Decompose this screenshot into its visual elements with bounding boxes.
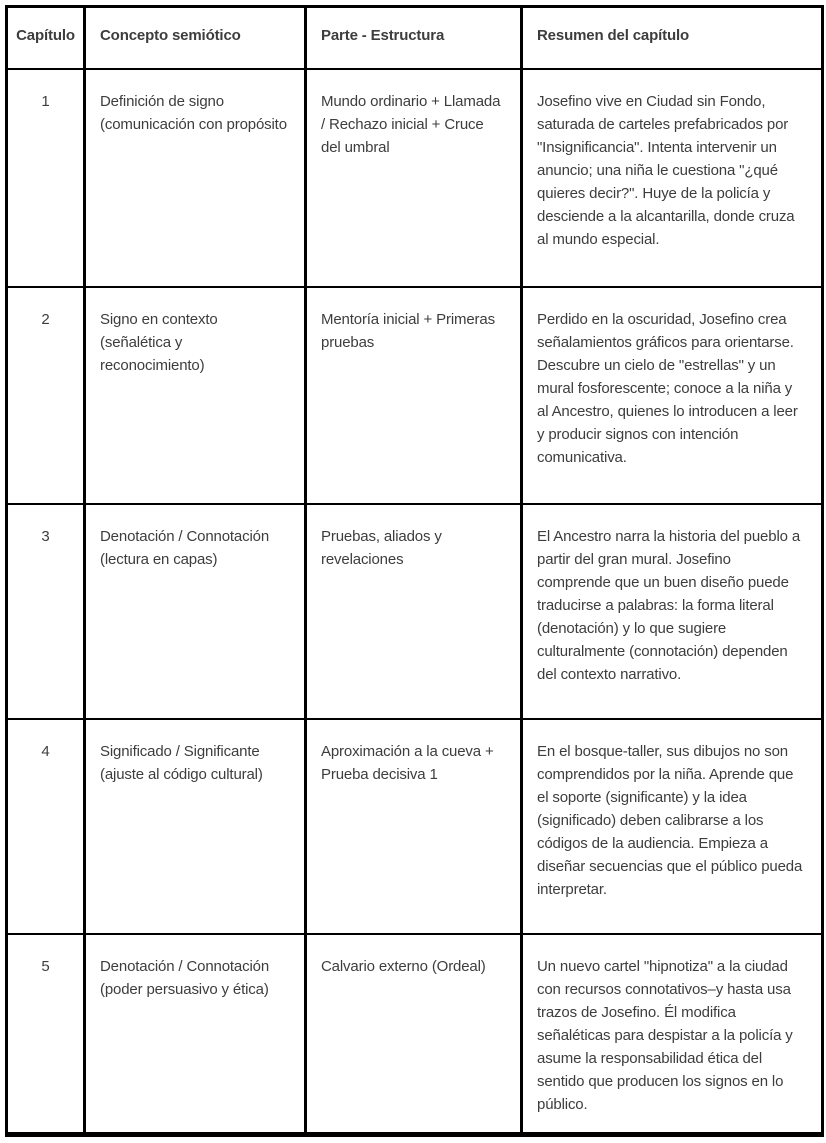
cell-resumen: En el bosque-taller, sus dibujos no son comprendidos por la niña. Aprende que el soporte (significante) y la idea (significado) deben calibrarse a los códigos de la audiencia. Empieza a diseñar secuencias que el público pueda interpretar. [522, 719, 823, 934]
cell-parte: Calvario externo (Ordeal) [306, 934, 522, 1135]
table-row-chapter-2 [7, 287, 823, 504]
chapter-semiotics-table [5, 5, 824, 1137]
column-header-parte-estructura: Parte - Estructura [306, 7, 522, 69]
cell-capitulo: 5 [7, 934, 85, 1135]
cell-parte: Pruebas, aliados y revelaciones [306, 504, 522, 719]
cell-concepto: Signo en contexto (señalética y reconocimiento) [85, 287, 306, 504]
cell-capitulo: 4 [7, 719, 85, 934]
table-row-chapter-5 [7, 934, 823, 1135]
column-header-resumen-del-capitulo: Resumen del capítulo [522, 7, 823, 69]
cell-resumen: Perdido en la oscuridad, Josefino crea señalamientos gráficos para orientarse. Descubre un cielo de "estrellas" y un mural fosforescente; conoce a la niña y al Ancestro, quienes lo introducen a leer y producir signos con intención comunicativa. [522, 287, 823, 504]
column-header-concepto-semiotico: Concepto semiótico [85, 7, 306, 69]
cell-capitulo: 3 [7, 504, 85, 719]
cell-resumen: Un nuevo cartel "hipnotiza" a la ciudad con recursos connotativos–y hasta usa trazos de Josefino. Él modifica señaléticas para despistar a la policía y asume la responsabilidad ética del sentido que producen los signos en lo público. [522, 934, 823, 1135]
table-row-chapter-4 [7, 719, 823, 934]
cell-parte: Aproximación a la cueva + Prueba decisiva 1 [306, 719, 522, 934]
cell-parte: Mundo ordinario + Llamada / Rechazo inicial + Cruce del umbral [306, 69, 522, 287]
cell-concepto: Denotación / Connotación (lectura en capas) [85, 504, 306, 719]
table-header-row [7, 7, 823, 69]
column-header-capitulo: Capítulo [7, 7, 85, 69]
cell-concepto: Denotación / Connotación (poder persuasivo y ética) [85, 934, 306, 1135]
cell-parte: Mentoría inicial + Primeras pruebas [306, 287, 522, 504]
table-row-chapter-3 [7, 504, 823, 719]
table-row-chapter-1 [7, 69, 823, 287]
cell-concepto: Definición de signo (comunicación con propósito [85, 69, 306, 287]
cell-concepto: Significado / Significante (ajuste al código cultural) [85, 719, 306, 934]
cell-resumen: Josefino vive en Ciudad sin Fondo, saturada de carteles prefabricados por "Insignificancia". Intenta intervenir un anuncio; una niña le cuestiona "¿qué quieres decir?". Huye de la policía y desciende a la alcantarilla, donde cruza al mundo especial. [522, 69, 823, 287]
cell-capitulo: 2 [7, 287, 85, 504]
cell-capitulo: 1 [7, 69, 85, 287]
cell-resumen: El Ancestro narra la historia del pueblo a partir del gran mural. Josefino comprende que un buen diseño puede traducirse a palabras: la forma literal (denotación) y lo que sugiere culturalmente (connotación) dependen del contexto narrativo. [522, 504, 823, 719]
